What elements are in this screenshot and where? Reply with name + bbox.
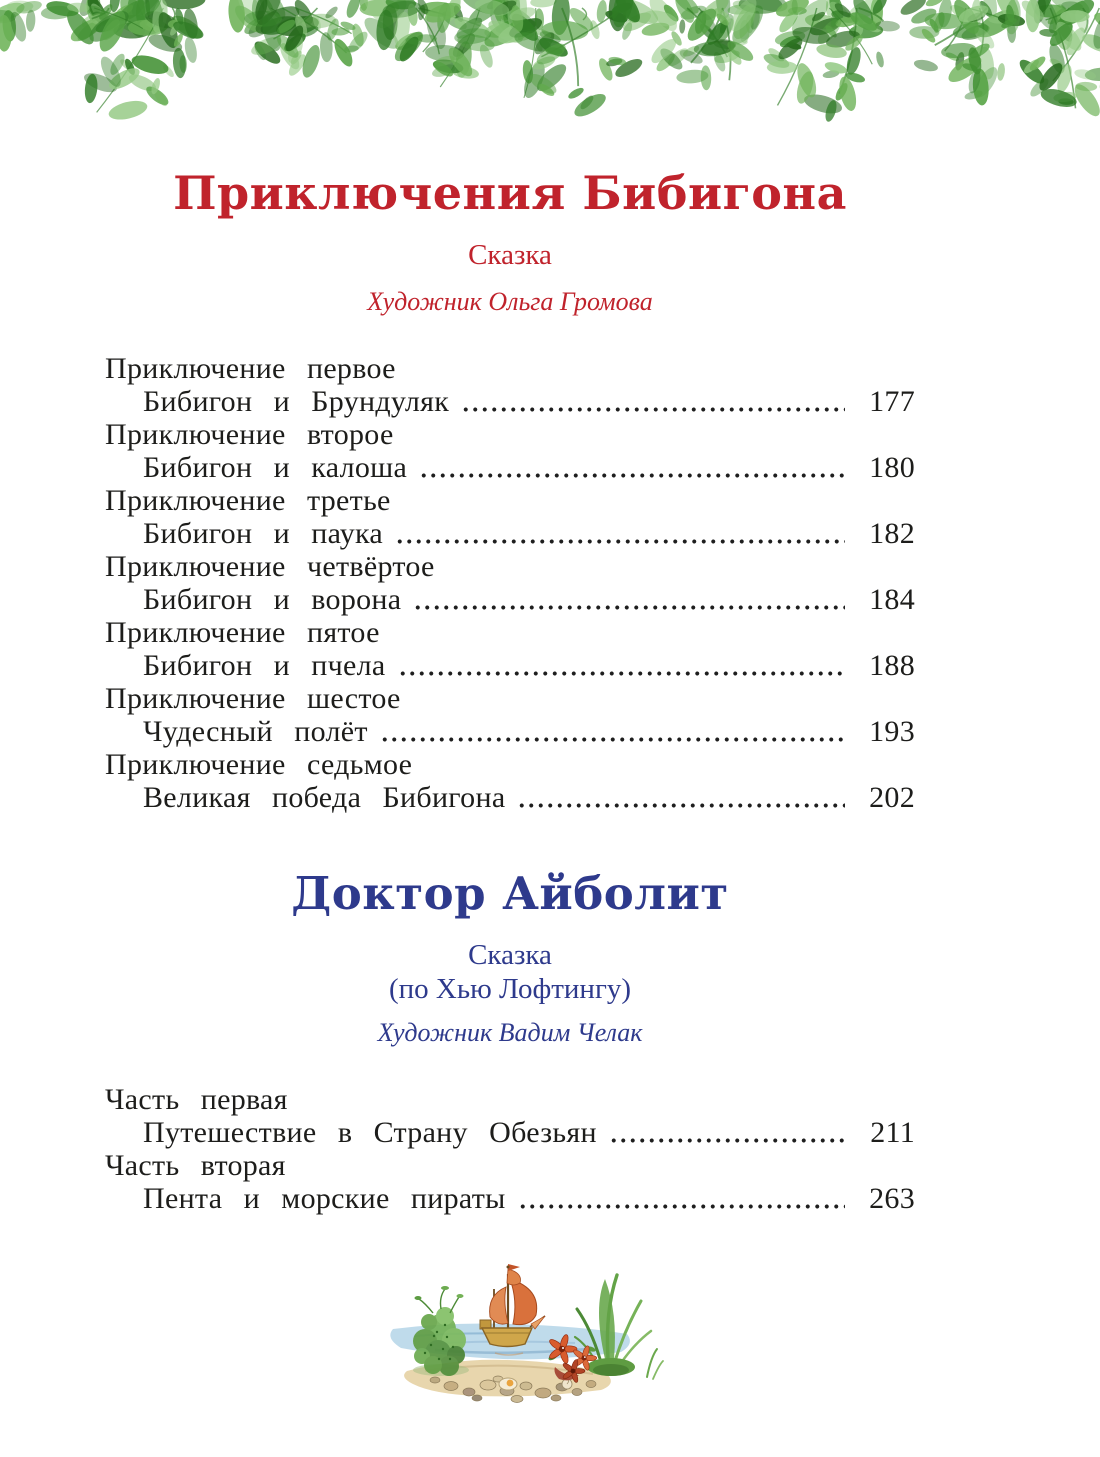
toc-entry-title: Путешествие в Страну Обезьян [143, 1115, 597, 1149]
section-aybolit [105, 867, 915, 1411]
table-of-contents [105, 352, 915, 814]
toc-entry-row [105, 451, 915, 484]
toc-page-number: 263 [869, 1181, 915, 1215]
dot-leader [419, 472, 845, 479]
toc-entry [105, 1149, 915, 1215]
seashore-ship-illustration [355, 1237, 665, 1412]
toc-page-number: 202 [869, 781, 915, 815]
toc-entry-title: Великая победа Бибигона [143, 781, 506, 815]
dot-leader [380, 736, 845, 743]
dot-leader [395, 538, 845, 545]
toc-entry-title: Пента и морские пираты [143, 1181, 506, 1215]
toc-entry-heading: Приключение шестое [105, 682, 401, 716]
section-subtitle: Сказка [468, 938, 552, 971]
toc-entry-title: Бибигон и пчела [143, 649, 386, 683]
toc-entry-row [105, 583, 915, 616]
toc-entry-heading: Приключение четвёртое [105, 550, 435, 584]
toc-entry-heading: Приключение пятое [105, 616, 380, 650]
toc-entry-heading: Часть вторая [105, 1148, 286, 1182]
toc-entry-title: Чудесный полёт [143, 715, 368, 749]
toc-page-number: 211 [870, 1115, 915, 1149]
toc-entry [105, 616, 915, 682]
section-title: Приключения Бибигона [173, 166, 847, 220]
toc-entry-row [105, 649, 915, 682]
toc-entry-row [105, 517, 915, 550]
dot-leader [517, 802, 845, 809]
toc-entry-heading: Приключение второе [105, 418, 394, 452]
toc-entry [105, 550, 915, 616]
dot-leader [461, 406, 845, 413]
toc-entry-title: Бибигон и Брундуляк [143, 385, 450, 419]
toc-page-number: 182 [869, 517, 915, 551]
section-title: Доктор Айболит [291, 867, 729, 921]
artist-credit: Художник Вадим Челак [377, 1017, 643, 1047]
dot-leader [413, 604, 845, 611]
green-bush [413, 1286, 469, 1376]
toc-entry-title: Бибигон и калоша [143, 451, 408, 485]
toc-entry [105, 352, 915, 418]
toc-entry-heading: Приключение первое [105, 352, 396, 386]
top-foliage-illustration [0, 0, 1100, 128]
toc-entry [105, 682, 915, 748]
toc-page-number: 184 [869, 583, 915, 617]
dot-leader [518, 1203, 845, 1210]
toc-entry-row [105, 781, 915, 814]
contents-column [105, 125, 915, 1412]
toc-entry-heading: Приключение седьмое [105, 748, 413, 782]
toc-page-number: 188 [869, 649, 915, 683]
toc-entry-row [105, 1182, 915, 1215]
toc-entry [105, 484, 915, 550]
table-of-contents [105, 1083, 915, 1215]
toc-entry-row [105, 385, 915, 418]
toc-entry-title: Бибигон и ворона [143, 583, 402, 617]
dot-leader [398, 670, 845, 677]
toc-entry [105, 748, 915, 814]
toc-entry-row [105, 1116, 915, 1149]
dot-leader [609, 1137, 845, 1144]
toc-entry-heading: Часть первая [105, 1082, 288, 1116]
toc-entry-heading: Приключение третье [105, 484, 391, 518]
section-bibigon [105, 166, 915, 815]
artist-credit: Художник Ольга Громова [367, 287, 653, 317]
section-subtitle: Сказка [468, 239, 552, 272]
toc-page-number: 177 [869, 385, 915, 419]
toc-page-number: 193 [869, 715, 915, 749]
toc-page-number: 180 [869, 451, 915, 485]
section-subtitle-note: (по Хью Лофтингу) [388, 972, 631, 1005]
toc-entry [105, 1083, 915, 1149]
toc-entry [105, 418, 915, 484]
toc-entry-title: Бибигон и паука [143, 517, 384, 551]
toc-entry-row [105, 715, 915, 748]
